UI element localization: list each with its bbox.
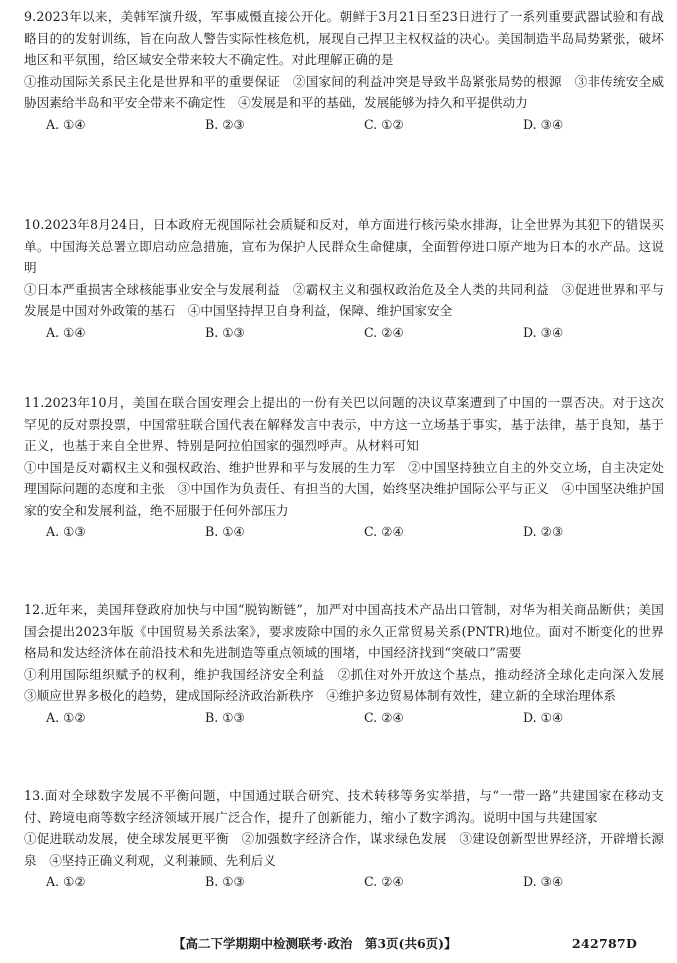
choice-d: D. ②③ (523, 524, 564, 539)
choice-a: A. ①② (46, 874, 86, 889)
question-10 (24, 214, 664, 343)
choice-a: A. ①② (46, 709, 86, 725)
choice-c: C. ①② (364, 116, 404, 132)
answer-choices (24, 871, 664, 893)
choice-b: B. ②③ (205, 116, 245, 132)
choice-d: D. ③④ (523, 874, 564, 889)
question-stem: 9.2023年以来，美韩军演升级，军事威慑直接公开化。朝鲜于3月21日至23日进行了一系列重要武器试验和有战略目的的发射训练，旨在向敌人警告实际性核危机，展现自己捍卫主权权益的决心。美国制造半岛局势紧张，破坏地区和平氛围，给区域安全带来较大不确定性。对此理解正确的是 (24, 9, 664, 67)
choice-c: C. ②④ (364, 524, 404, 539)
choice-d: D. ③④ (523, 324, 564, 340)
answer-choices (24, 521, 664, 543)
footer-title: 【高二下学期期中检测联考·政治 第3页(共6页)】 (173, 936, 457, 951)
question-13 (24, 785, 664, 893)
choice-d: D. ③④ (523, 116, 564, 132)
question-options: ①促进联动发展，使全球发展更平衡 ②加强数字经济合作，谋求绿色发展 ③建设创新型世界经济，开辟增长源泉 ④坚持正确义利观，义利兼顾、先利后义 (24, 831, 664, 868)
question-11 (24, 392, 664, 543)
page-footer (0, 932, 677, 956)
question-stem: 11.2023年10月，美国在联合国安理会上提出的一份有关巴以问题的决议草案遭到了中国的一票否决。对于这次罕见的反对票投票，中国常驻联合国代表在解释发言中表示，中方这一立场基于事实，基于法律，基于良知，基于正义，也基于来自全世界、特别是阿拉伯国家的强烈呼声。从材料可知 (24, 395, 664, 453)
question-options: ①利用国际组织赋予的权利，维护我国经济安全利益 ②抓住对外开放这个基点，推动经济全球化走向深入发展 ③顺应世界多极化的趋势，建成国际经济政治新秩序 ④维护多边贸易体制有效性，建立新的全球治理体系 (24, 666, 677, 703)
choice-c: C. ②④ (364, 709, 404, 725)
choice-a: A. ①④ (46, 116, 86, 132)
choice-a: A. ①③ (46, 524, 86, 539)
question-options: ①日本严重损害全球核能事业安全与发展利益 ②霸权主义和强权政治危及全人类的共同利益 ③促进世界和平与发展是中国对外政策的基石 ④中国坚持捍卫自身利益，保障、维护国家安全 (24, 281, 664, 318)
choice-b: B. ①③ (205, 709, 245, 725)
question-stem: 13.面对全球数字发展不平衡问题，中国通过联合研究、技术转移等务实举措，与“一带一路”共建国家在移动支付、跨境电商等数字经济领域开展广泛合作，提升了创新能力，缩小了数字鸿沟。说明中国与共建国家 (24, 788, 664, 825)
choice-b: B. ①④ (205, 524, 245, 539)
question-12 (24, 599, 677, 728)
question-9 (24, 6, 664, 135)
choice-a: A. ①④ (46, 324, 86, 340)
choice-b: B. ①③ (205, 874, 245, 889)
question-options: ①推动国际关系民主化是世界和平的重要保证 ②国家间的利益冲突是导致半岛紧张局势的根源 ③非传统安全威胁因素给半岛和平安全带来不确定性 ④发展是和平的基础，发展能够为持久和平提供动力 (24, 73, 664, 110)
answer-choices (24, 114, 664, 136)
question-stem: 10.2023年8月24日，日本政府无视国际社会质疑和反对，单方面进行核污染水排海，让全世界为其犯下的错误买单。中国海关总署立即启动应急措施，宣布为保护人民群众生命健康，全面暂停进口原产地为日本的水产品。这说明 (24, 217, 664, 275)
answer-choices (24, 707, 664, 729)
choice-c: C. ②④ (364, 324, 404, 340)
question-options: ①中国是反对霸权主义和强权政治、维护世界和平与发展的生力军 ②中国坚持独立自主的外交立场，自主决定处理国际问题的态度和主张 ③中国作为负责任、有担当的大国，始终坚决维护国际公平与正义 ④中国坚决维护国家的安全和发展利益，绝不屈服于任何外部压力 (24, 459, 664, 518)
footer-code: 242787D (572, 936, 638, 951)
choice-b: B. ①③ (205, 324, 245, 340)
question-stem: 12.近年来，美国拜登政府加快与中国“脱钩断链”，加严对中国高技术产品出口管制，对华为相关商品断供；美国国会提出2023年版《中国贸易关系法案》，要求废除中国的永久正常贸易关系(PNTR)地位。面对不断变化的世界格局和发达经济体在前沿技术和先进制造等重点领域的围堵，中国经济找到“突破口”需要 (24, 602, 664, 660)
choice-c: C. ②④ (364, 874, 404, 889)
answer-choices (24, 322, 664, 344)
choice-d: D. ①④ (523, 709, 564, 725)
